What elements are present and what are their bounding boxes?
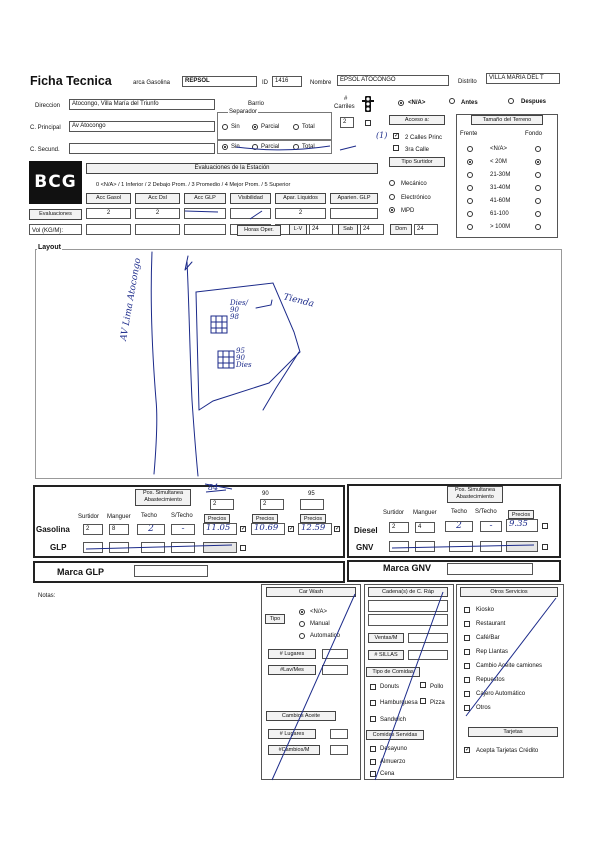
gasolina-precios-label-2: Precios — [252, 514, 278, 523]
diesel-label: Diesel — [354, 526, 378, 535]
gnv-price-check[interactable] — [542, 544, 548, 550]
cambios-lugares-label: # Lugares — [268, 729, 316, 739]
gasolina-price-95[interactable]: 12.59 — [298, 523, 332, 535]
despues-label: Despues — [521, 99, 547, 105]
glp-techo-field[interactable] — [141, 542, 165, 553]
gasolina-price-90[interactable]: 10.69 — [251, 523, 285, 535]
eval-col-header: Acc Dsl — [135, 193, 180, 204]
terreno-fondo-radio-3[interactable] — [535, 185, 541, 191]
gnv-surtidor-field[interactable] — [389, 541, 409, 552]
vol-label: Vol (KG/M): — [32, 228, 64, 234]
eval-col-header: Aparien. GLP — [330, 193, 378, 204]
fondo-label: Fondo — [525, 131, 543, 137]
separador2-sin-label: Sin — [231, 144, 240, 150]
eval-col-value[interactable]: 2 — [135, 208, 180, 219]
gasolina-col-techo: Techo — [141, 513, 158, 519]
glp-price-field[interactable] — [203, 542, 237, 553]
gasolina-price-95-check[interactable]: ✓ — [335, 526, 341, 532]
gasolina-pos-84-field[interactable]: 2 — [210, 499, 234, 510]
terreno-fondo-radio-2[interactable] — [535, 172, 541, 178]
separador-sin-label: Sin — [231, 124, 240, 130]
eval-col-header: Acc GLP — [184, 193, 226, 204]
car-wash-manual-radio[interactable] — [299, 621, 305, 627]
evaluaciones-title: Evaluaciones de la Estación — [86, 163, 378, 174]
cambios-aceite-title: Cambios Aceite — [266, 711, 336, 721]
pollo-label: Pollo — [430, 684, 444, 690]
page-title: Ficha Tecnica — [30, 74, 112, 88]
otros-checkbox[interactable] — [464, 621, 470, 627]
diesel-price-field[interactable]: 9.35 — [506, 519, 538, 532]
gasolina-pos-95-field[interactable] — [300, 499, 324, 510]
glp-manguer-field[interactable] — [109, 542, 129, 553]
distrito-label: Distrito — [458, 79, 477, 85]
car-wash-na-radio[interactable] — [299, 609, 305, 615]
tipo-comidas-title: Tipo de Comidas — [366, 667, 420, 677]
mecanico-radio[interactable] — [389, 180, 395, 186]
otros-checkbox[interactable] — [464, 691, 470, 697]
diesel-col-manguer: Manguer — [413, 510, 437, 516]
layout-title: Layout — [38, 244, 61, 251]
eval-vol-cell[interactable] — [135, 224, 180, 235]
terreno-fondo-radio-6[interactable] — [535, 224, 541, 230]
gasolina-surtidor-field[interactable]: 2 — [83, 524, 103, 535]
separador2-parcial-label: Parcial — [261, 144, 280, 150]
gasolina-price-90-check[interactable]: ✓ — [289, 526, 295, 532]
marca-gnv-label: Marca GNV — [383, 563, 432, 573]
otros-item-label: Cambio Aceite camiones — [476, 663, 543, 669]
cadena-field-2[interactable] — [368, 614, 448, 626]
cadena-title: Cadena(s) de C. Ráp — [368, 587, 448, 597]
calle3-label: 3ra Calle — [405, 147, 430, 153]
cambios-cambios-label: #Cambios/M — [268, 745, 320, 755]
layout-canvas[interactable] — [35, 249, 562, 479]
separador2-total-label: Total — [302, 144, 315, 150]
hamburguesa-checkbox[interactable] — [370, 700, 376, 706]
marca-glp-label: Marca GLP — [57, 567, 105, 577]
cadena-ventas-label: Ventas/M — [368, 633, 404, 643]
terreno-frente-radio-0[interactable] — [467, 146, 473, 152]
tarjetas-checkbox[interactable]: ✓ — [465, 747, 471, 753]
eval-col-value[interactable] — [230, 208, 271, 219]
mecanico-label: Mecánico — [401, 181, 427, 187]
diesel-stecho-field[interactable]: - — [480, 521, 502, 532]
gasolina-octane-90: 90 — [262, 491, 269, 497]
comidas-servidas-title: Comidas Servidas — [366, 730, 424, 740]
electronico-radio[interactable] — [389, 194, 395, 200]
carriles-field[interactable]: 2 — [340, 117, 354, 128]
almuerzo-label: Almuerzo — [380, 759, 406, 765]
eval-vol-cell[interactable] — [86, 224, 131, 235]
vol-field[interactable] — [29, 224, 82, 235]
traffic-light-icon — [362, 96, 374, 112]
calles-checkbox[interactable]: ✓ — [394, 133, 400, 139]
cambios-lugares-field[interactable] — [330, 729, 348, 739]
otros-checkbox[interactable] — [464, 705, 470, 711]
frente-label: Frente — [460, 131, 478, 137]
terreno-fondo-radio-1[interactable] — [535, 159, 541, 165]
gnv-price-field[interactable] — [506, 541, 538, 552]
otros-checkbox[interactable] — [464, 607, 470, 613]
car-wash-manual-label: Manual — [310, 621, 330, 627]
car-wash-title: Car Wash — [266, 587, 356, 597]
horas-sab-label: Sab — [338, 224, 358, 235]
pizza-label: Pizza — [430, 700, 445, 706]
carriles-hash: # — [344, 96, 348, 102]
gasolina-pos-90-field[interactable]: 2 — [260, 499, 284, 510]
otros-checkbox[interactable] — [464, 677, 470, 683]
terreno-frente-radio-4[interactable] — [467, 198, 473, 204]
distrito-field[interactable]: VILLA MARIA DEL T — [486, 73, 560, 84]
terreno-fondo-radio-4[interactable] — [535, 198, 541, 204]
id-label: ID — [262, 80, 268, 86]
separador2-parcial-radio[interactable] — [252, 144, 258, 150]
car-wash-auto-radio[interactable] — [299, 633, 305, 639]
terreno-frente-radio-5[interactable] — [467, 211, 473, 217]
eval-col-header: Acc Gasol — [86, 193, 131, 204]
eval-col-value[interactable] — [184, 208, 226, 219]
gasolina-col-surtidor: Surtidor — [78, 514, 100, 520]
eval-col-value[interactable] — [330, 208, 378, 219]
desayuno-checkbox[interactable] — [370, 746, 376, 752]
gasolina-pos-sim-label: Pos. Simultanea Abastecimiento — [135, 489, 191, 506]
otros-item-label: Otros — [476, 705, 491, 711]
marca-glp-field[interactable] — [134, 565, 208, 577]
eval-col-value[interactable]: 2 — [86, 208, 131, 219]
horas-dom-field[interactable]: 24 — [414, 224, 438, 235]
horas-lv-label: L-V — [289, 224, 307, 235]
antes-radio[interactable] — [449, 98, 455, 104]
gnv-stecho-field[interactable] — [480, 541, 502, 552]
horas-dom-label: Dom — [390, 224, 412, 235]
otros-checkbox[interactable] — [464, 649, 470, 655]
despues-radio[interactable] — [508, 98, 514, 104]
nombre-field[interactable]: EPSOL ATOCONGO — [337, 75, 449, 86]
nombre-label: Nombre — [310, 80, 332, 86]
secund-label: C. Secund. — [30, 147, 60, 153]
diesel-col-stecho: S/Techo — [475, 509, 497, 515]
gasolina-price-84-check[interactable]: ✓ — [241, 526, 247, 532]
donuts-label: Donuts — [380, 684, 400, 690]
horas-lv-field[interactable]: 24 — [309, 224, 333, 235]
evaluaciones-scale: 0 <N/A> / 1 Inferior / 2 Debajo Prom. / 3 Promedio / 4 Mejor Prom. / 5 Superior — [96, 182, 291, 188]
almuerzo-checkbox[interactable] — [370, 759, 376, 765]
gasolina-price-84[interactable]: 11.05 — [203, 523, 237, 535]
eval-col-value[interactable]: 2 — [275, 208, 326, 219]
terreno-option-label: 21-30M — [490, 172, 511, 178]
sandwich-checkbox[interactable] — [370, 716, 376, 722]
gasolina-precios-label-3: Precios — [300, 514, 326, 523]
pizza-checkbox[interactable] — [420, 698, 426, 704]
separador-parcial-label: Parcial — [261, 124, 280, 130]
principal-label: C. Principal — [30, 125, 61, 131]
antes-label: Antes — [461, 100, 478, 106]
gasolina-stecho-field[interactable]: - — [171, 524, 195, 535]
bcg-logo-text: BCG — [34, 172, 77, 192]
tipo-surtidor-title: Tipo Surtidor — [389, 157, 445, 167]
otros-item-label: Restaurant — [476, 621, 506, 627]
calle3-checkbox[interactable] — [393, 145, 399, 151]
direccion-field[interactable]: Atocongo, Villa María del Triunfo — [69, 99, 215, 110]
cena-label: Cena — [380, 771, 395, 777]
otros-checkbox[interactable] — [464, 635, 470, 641]
mpd-radio[interactable] — [389, 207, 395, 213]
acceso-hw-mark: (1) — [376, 131, 388, 140]
id-field[interactable]: 1416 — [272, 76, 302, 87]
otros-item-label: Café/Bar — [476, 635, 500, 641]
gnv-label: GNV — [356, 543, 374, 552]
carriles-checkbox[interactable] — [365, 120, 371, 126]
layout-pump1-label: Dies/ 90 98 — [230, 299, 248, 321]
terreno-option-label: 61-100 — [490, 211, 509, 217]
na-radio[interactable] — [398, 100, 404, 106]
terreno-option-label: <N/A> — [490, 146, 508, 152]
na-label: <N/A> — [408, 100, 426, 106]
diesel-precios-label: Precios — [508, 510, 534, 519]
terreno-frente-radio-3[interactable] — [467, 185, 473, 191]
separador2-total-radio[interactable] — [293, 144, 299, 150]
cadena-sillas-field[interactable] — [408, 650, 448, 660]
diesel-manguer-field[interactable]: 4 — [415, 522, 435, 533]
diesel-price-check[interactable] — [542, 523, 548, 529]
terreno-option-label: < 20M — [490, 159, 507, 165]
notas-label: Notas: — [38, 593, 56, 599]
pollo-checkbox[interactable] — [420, 682, 426, 688]
diesel-pos-sim-label: Pos. Simultanea Abastecimiento — [447, 486, 503, 503]
gasolina-octane-95: 95 — [308, 491, 315, 497]
sandwich-label: Sandwich — [380, 717, 407, 723]
eval-col-header: Visibilidad — [230, 193, 271, 204]
barrio-label: Barrio — [248, 101, 265, 107]
glp-stecho-field[interactable] — [171, 542, 195, 553]
otros-item-label: Rep Llantas — [476, 649, 509, 655]
separador-parcial-radio[interactable] — [252, 124, 258, 130]
gasolina-manguer-field[interactable]: 8 — [109, 524, 129, 535]
terreno-fondo-radio-0[interactable] — [535, 146, 541, 152]
diesel-surtidor-field[interactable]: 2 — [389, 522, 409, 533]
acceso-title: Acceso a: — [389, 115, 445, 125]
mpd-label: MPD — [401, 208, 415, 214]
car-wash-lugares-field[interactable] — [322, 649, 348, 659]
gasolina-col-stecho: S/Techo — [171, 513, 193, 519]
hamburguesa-label: Hamburguesa — [380, 700, 418, 706]
terreno-frente-radio-1[interactable] — [467, 159, 473, 165]
cena-checkbox[interactable] — [370, 771, 376, 777]
diesel-techo-field[interactable]: 2 — [445, 521, 473, 532]
marca-label: arca Gasolina — [133, 80, 171, 86]
marca-field[interactable]: REPSOL — [182, 76, 257, 87]
eval-col-header: Apar. Liquidos — [275, 193, 326, 204]
marca-gnv-field[interactable] — [447, 563, 533, 575]
separador-total-label: Total — [302, 124, 315, 130]
secund-field[interactable] — [69, 143, 215, 154]
terreno-option-label: 41-60M — [490, 198, 511, 204]
separador-total-radio[interactable] — [293, 124, 299, 130]
car-wash-lavmes-field[interactable] — [322, 665, 348, 675]
tarjetas-title: Tarjetas — [468, 727, 558, 737]
gnv-techo-field[interactable] — [449, 541, 473, 552]
cadena-ventas-field[interactable] — [408, 633, 448, 643]
car-wash-auto-label: Automatico — [310, 633, 341, 639]
gasolina-label: Gasolina — [36, 525, 70, 534]
separador2-sin-radio[interactable] — [222, 144, 228, 150]
layout-pump2-label: 95 90 Dies — [236, 347, 252, 369]
car-wash-lavmes-label: #Lav/Mes — [268, 665, 316, 675]
car-wash-na-label: <N/A> — [310, 609, 328, 615]
otros-checkbox[interactable] — [464, 663, 470, 669]
otros-title: Otros Servicios — [460, 587, 558, 597]
cadena-field-1[interactable] — [368, 600, 448, 612]
gnv-manguer-field[interactable] — [415, 541, 435, 552]
desayuno-label: Desayuno — [380, 746, 408, 752]
eval-vol-cell[interactable] — [184, 224, 226, 235]
separador-title: Separador — [229, 109, 258, 115]
car-wash-lugares-label: # Lugares — [268, 649, 316, 659]
horas-label: Horas Oper. — [237, 225, 281, 236]
gasolina-techo-field[interactable]: 2 — [137, 524, 165, 535]
car-wash-tipo-label: Tipo — [265, 614, 285, 624]
donuts-checkbox[interactable] — [370, 684, 376, 690]
bcg-logo — [29, 161, 82, 204]
diesel-col-techo: Techo — [451, 509, 468, 515]
evaluaciones-row-label: Evaluaciones — [29, 209, 82, 220]
glp-surtidor-field[interactable] — [83, 542, 103, 553]
separador-sin-radio[interactable] — [222, 124, 228, 130]
cambios-cambios-field[interactable] — [330, 745, 348, 755]
tarjetas-label: Acepta Tarjetas Crédito — [476, 748, 539, 754]
layout-tienda-label: Tienda — [282, 292, 315, 310]
terreno-option-label: > 100M — [490, 224, 511, 230]
electronico-label: Electrónico — [401, 195, 431, 201]
direccion-label: Direccion — [35, 103, 61, 109]
gasolina-col-manguer: Manguer — [107, 514, 131, 520]
otros-item-label: Kiosko — [476, 607, 495, 613]
cadena-sillas-label: # SILLAS — [368, 650, 404, 660]
layout-street-label: AV Lima Atocongo — [119, 257, 144, 342]
terreno-option-label: 31-40M — [490, 185, 511, 191]
otros-item-label: Cajero Automático — [476, 691, 526, 697]
terreno-title: Tamaño del Terreno — [471, 115, 543, 125]
gasolina-precios-label-1: Precios — [204, 514, 230, 523]
otros-item-label: Repuestos — [476, 677, 505, 683]
terreno-fondo-radio-5[interactable] — [535, 211, 541, 217]
calles-label: 2 Calles Princ — [405, 135, 443, 141]
terreno-frente-radio-2[interactable] — [467, 172, 473, 178]
glp-label: GLP — [50, 543, 67, 552]
carriles-label: Carriles — [334, 104, 355, 110]
glp-price-check[interactable] — [240, 545, 246, 551]
terreno-frente-radio-6[interactable] — [467, 224, 473, 230]
diesel-col-surtidor: Surtidor — [383, 510, 405, 516]
horas-sab-field[interactable]: 24 — [360, 224, 384, 235]
principal-field[interactable]: Av Atocongo — [69, 121, 215, 132]
gasolina-octane-84: 84 — [208, 483, 219, 492]
